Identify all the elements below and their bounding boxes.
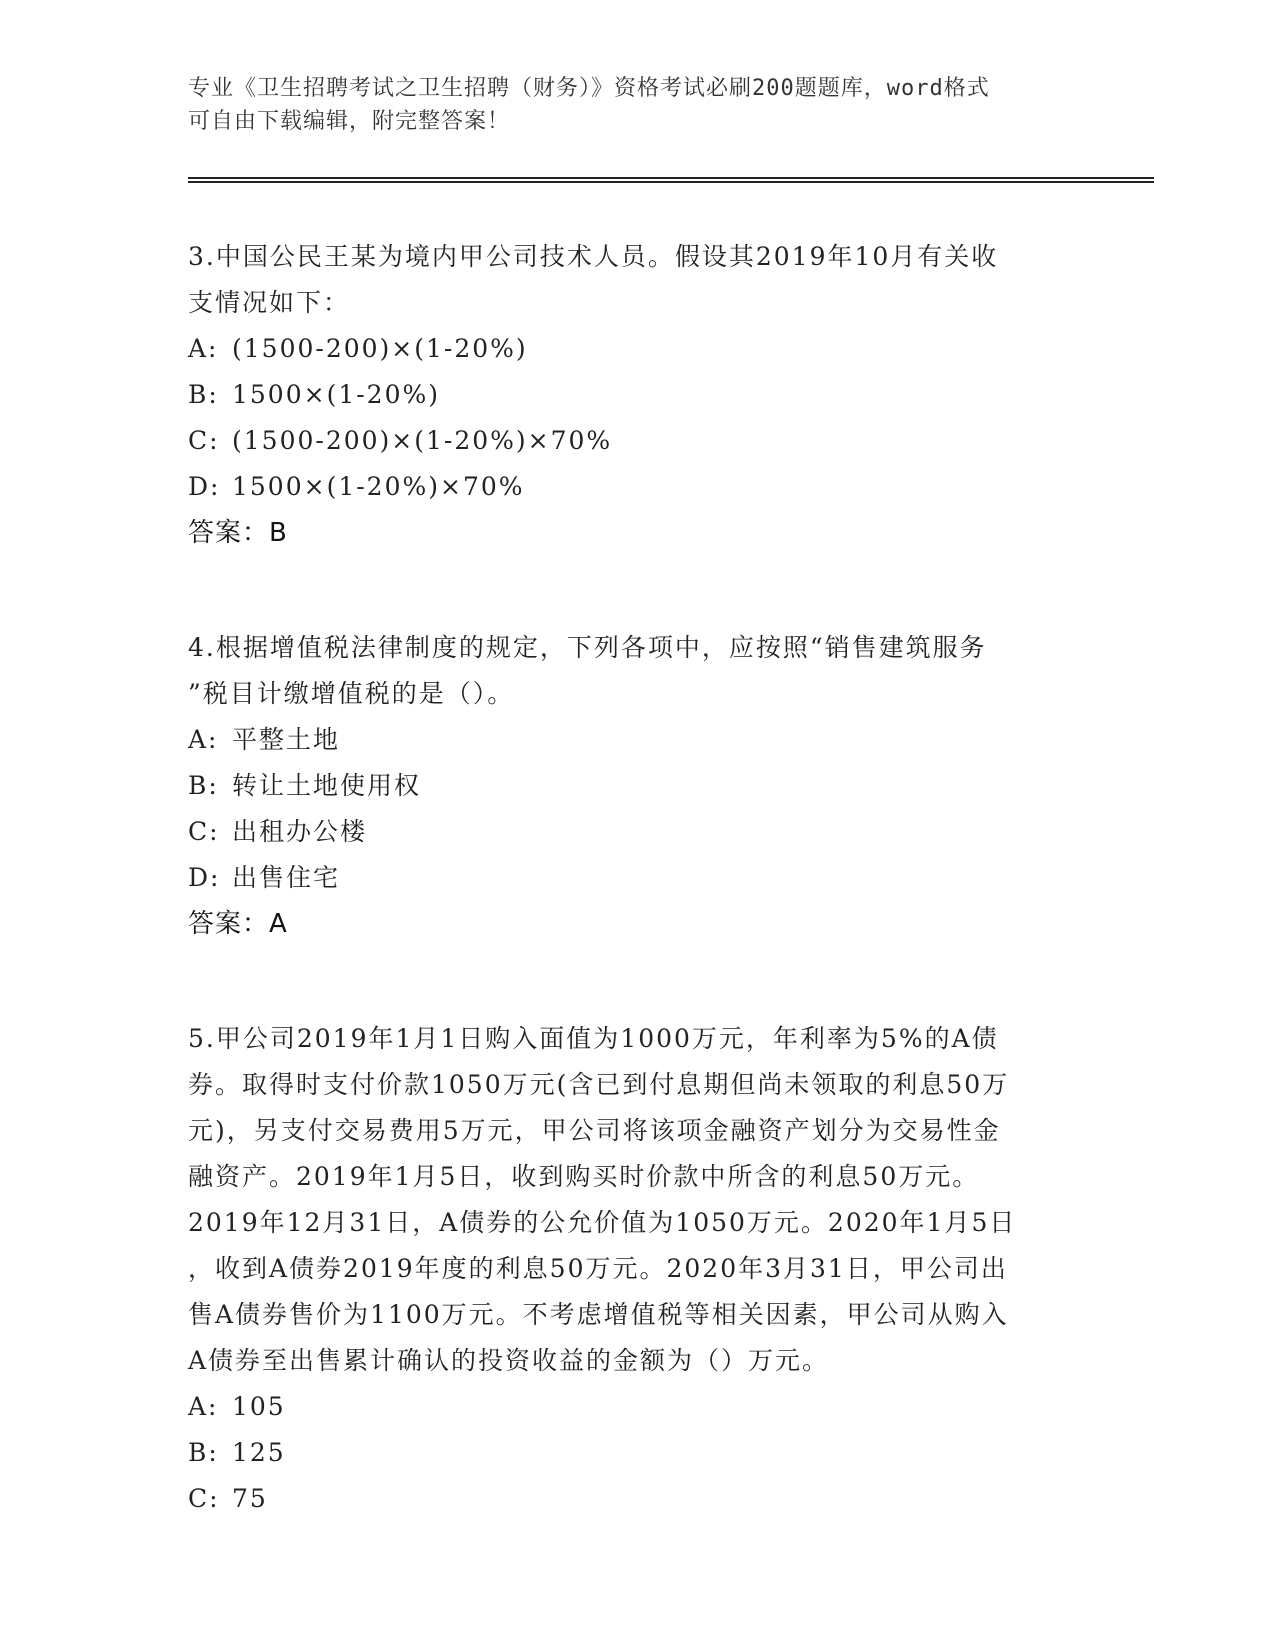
option-c [188,418,1078,464]
option-b [188,1430,1078,1476]
option-b [188,763,1078,809]
option-d [188,855,1078,901]
option-key: C: [188,426,220,455]
question-stem-line: 2019年12月31日，A债券的公允价值为1050万元。2020年1月5日 [188,1208,1017,1237]
option-text: 平整土地 [232,725,341,754]
option-b [188,372,1078,418]
question-stem-line: 支情况如下： [188,288,351,317]
option-text: 1500×(1-20%) [232,380,440,409]
option-a [188,717,1078,763]
question-stem-line: ，收到A债券2019年度的利息50万元。2020年3月31日，甲公司出 [188,1254,1008,1283]
option-key: A: [188,1392,219,1421]
option-key: A: [188,334,219,363]
question-stem-line: 4.根据增值税法律制度的规定，下列各项中，应按照“销售建筑服务 [188,633,987,662]
document-header [188,72,1068,138]
option-key: D: [188,863,221,892]
option-text: 105 [232,1392,286,1421]
option-d [188,464,1078,510]
question-stem-line: 3.中国公民王某为境内甲公司技术人员。假设其2019年10月有关收 [188,242,999,271]
question-stem-line: 融资产。2019年1月5日，收到购买时价款中所含的利息50万元。 [188,1162,980,1191]
option-a [188,326,1078,372]
option-text: 125 [232,1438,286,1467]
option-c [188,809,1078,855]
question-stem-line: ”税目计缴增值税的是（）。 [188,679,515,708]
option-text: 1500×(1-20%)×70% [232,472,525,501]
header-divider-bottom [188,181,1154,183]
option-key: D: [188,472,221,501]
option-key: C: [188,817,220,846]
option-key: B: [188,1438,219,1467]
question-4 [188,625,1078,947]
question-3 [188,234,1078,556]
option-text: 出租办公楼 [232,817,368,846]
answer-line: 答案：A [188,909,288,939]
option-key: B: [188,771,219,800]
option-key: A: [188,725,219,754]
question-stem-line: 券。取得时支付价款1050万元(含已到付息期但尚未领取的利息50万 [188,1070,1010,1099]
option-text: 75 [232,1484,268,1513]
option-text: (1500-200)×(1-20%) [232,334,528,363]
option-key: C: [188,1484,220,1513]
answer-line: 答案：B [188,518,288,548]
question-stem-line: 5.甲公司2019年1月1日购入面值为1000万元，年利率为5%的A债 [188,1024,999,1053]
option-text: 出售住宅 [232,863,341,892]
header-line-1: 专业《卫生招聘考试之卫生招聘（财务）》资格考试必刷200题题库，word格式 [188,76,990,101]
option-c [188,1476,1078,1522]
question-list [188,234,1078,1522]
header-line-2: 可自由下载编辑，附完整答案！ [188,109,511,134]
option-a [188,1384,1078,1430]
question-stem-line: 元)，另支付交易费用5万元，甲公司将该项金融资产划分为交易性金 [188,1116,1001,1145]
header-divider-top [188,177,1154,179]
option-text: (1500-200)×(1-20%)×70% [232,426,613,455]
option-key: B: [188,380,219,409]
question-5 [188,1016,1078,1522]
question-stem-line: A债券至出售累计确认的投资收益的金额为（）万元。 [188,1346,830,1375]
option-text: 转让土地使用权 [232,771,422,800]
question-stem-line: 售A债券售价为1100万元。不考虑增值税等相关因素，甲公司从购入 [188,1300,1009,1329]
